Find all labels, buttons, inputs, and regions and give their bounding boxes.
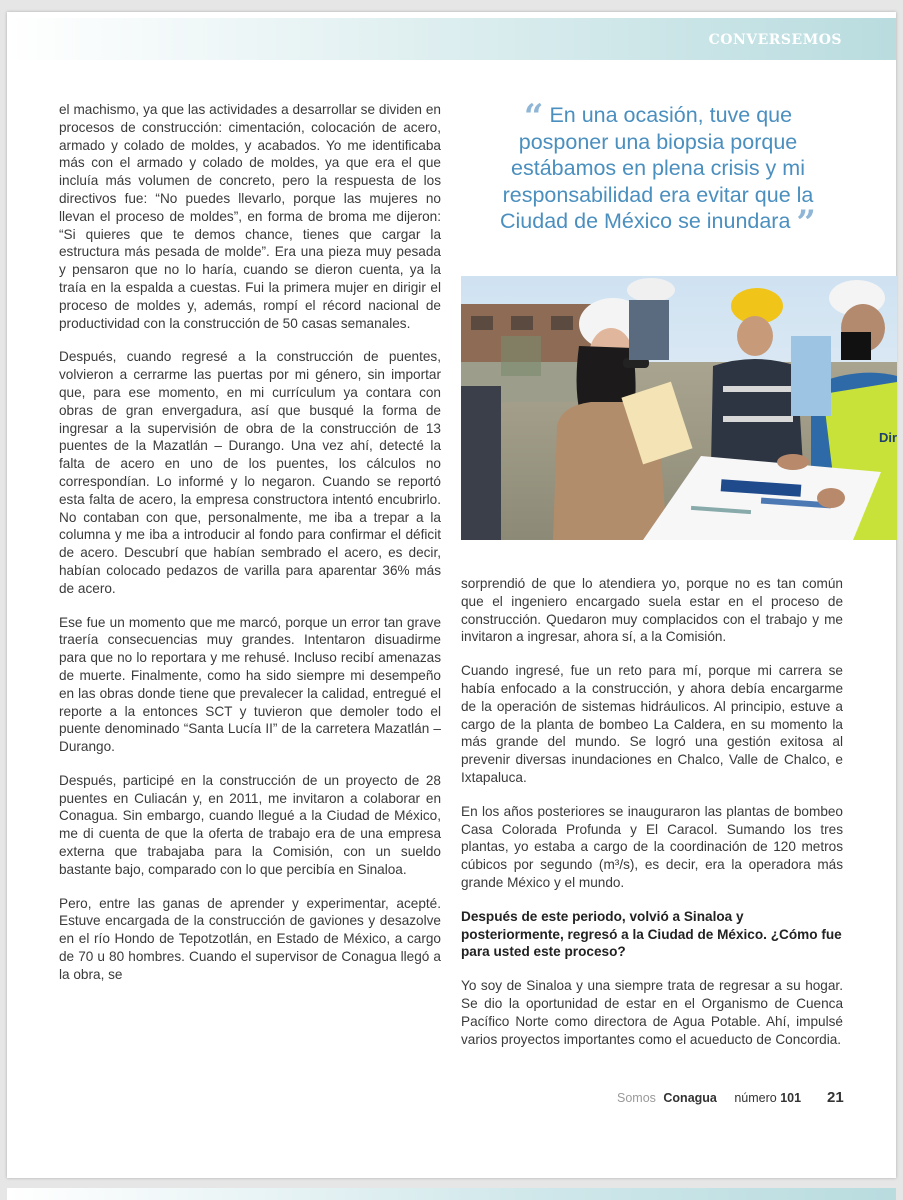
interview-answer: Yo soy de Sinaloa y una siempre trata de regresar a su hogar. Se dio la oportunidad de estar en el Organismo de Cuenca Pacífico Norte como directora de Agua Potable. Ahí, impulsé varios proyectos importantes como el acueducto de Concordia. [461,978,843,1047]
paragraph: En los años posteriores se inauguraron las plantas de bombeo Casa Colorada Profunda y El Caracol. Sumando los tres plantas, yo estaba a cargo de la coordinación de 120 metros cúbicos por segundo (m³/s), es decir, era la operadora más grande México y el mundo. [461,803,843,890]
pull-quote [489,97,827,243]
footer-somos: Somos [617,1091,656,1105]
paragraph: Cuando ingresé, fue un reto para mí, porque mi carrera se había enfocado a la construcción, y ahora debía encargarme de la operación de sistemas hidráulicos. Al principio, estuve a cargo de la planta de bombeo La Caldera, en su momento la más grande del mundo. Se logró una gestión exitosa al prevenir diversas inundaciones en Chalco, Valle de Chalco, e Ixtapaluca. [461,663,843,785]
paragraph: Después, cuando regresé a la construcción de puentes, volvieron a cerrarme las puertas por mi género, sin importar que, para ese momento, en mi currículum ya contara con obras de gran envergadura, así que busqué la forma de ingresar a la supervisión de obra de la construcción de 13 puentes de la Mazatlán – Durango. Una vez ahí, detecté la falta de acero en uno de los puentes, los cálculos no correspondían. Lo informé y lo negaron. Cuando se reportó esta falta de acero, la empresa constructora intentó encubrirlo. No contaban con que, personalmente, me iba a trepar a la columna y me iba a introducir al fondo para confirmar el déficit de acero. Descubrí que habían sembrado el acero, es decir, habían colocado pedazos de varilla para aparentar 36% más de acero. [59,349,441,596]
open-quote-icon: “ [523,97,544,137]
next-page-edge [7,1188,896,1200]
footer-magazine-name: Conagua [663,1091,717,1105]
construction-site-photo [461,276,897,540]
paragraph: Pero, entre las ganas de aprender y experimentar, acepté. Estuve encargada de la construcción de gaviones y desazolve en el río Hondo de Tepotzotlán, en Estado de México, a cargo de 70 u 80 hombres. Cuando el supervisor de Conagua llegó a la obra, se [59,895,441,982]
close-quote-icon: ” [796,203,816,243]
paragraph: Después, participé en la construcción de un proyecto de 28 puentes en Culiacán y, en 2011, me invitaron a colaborar en Conagua. Sin embargo, cuando llegué a la Ciudad de México, me di cuenta de que la oferta de trabajo era de una empresa externa que trabajaba para la Comisión, con un sueldo bastante bajo, comparado con lo que percibía en Sinaloa. [59,772,441,877]
page-footer [617,1091,801,1105]
article-photo [461,276,897,540]
page-number: 21 [827,1089,844,1106]
footer-issue-label: número [734,1091,777,1105]
left-column [59,101,441,1000]
paragraph: Ese fue un momento que me marcó, porque un error tan grave traería consecuencias muy grandes. Intentaron disuadirme para que no lo reportara y me rehusé. Incluso recibí amenazas de muerte. Finalmente, como ha sido siempre mi desempeño en las obras donde tiene que prevalecer la calidad, entregué el reporte a la entonces SCT y tuvieron que demoler todo el puente denominado “Santa Lucía II” de la carretera Mazatlán – Durango. [59,614,441,755]
photo-vest-text: Dir [879,430,897,445]
interview-question: Después de este periodo, volvió a Sinaloa y posteriormente, regresó a la Ciudad de México. ¿Cómo fue para usted este proceso? [461,908,842,960]
paragraph: sorprendió de que lo atendiera yo, porque no es tan común que el ingeniero encargado suela estar en el proceso de construcción. Quedaron muy complacidos con el trabajo y me invitaron a ingresar, ahora sí, a la Comisión. [461,576,843,645]
magazine-page [7,12,896,1178]
pull-quote-text: En una ocasión, tuve que posponer una biopsia porque estábamos en plena crisis y mi responsabilidad era evitar que la Ciudad de México se inundara [500,103,814,233]
paragraph: el machismo, ya que las actividades a desarrollar se dividen en procesos de construcción: cimentación, colocación de acero, armado y colado de moldes, y acabados. Yo me identificaba más con el armado y colado de moldes, ya que era el que incluía más volumen de concreto, pero la respuesta de los directivos fue: “No puedes llevarlo, porque las mujeres no llevan el proceso de moldes”, en forma de broma me dijeron: “Si quieres que te demos chance, tienes que cargar la estructura más pesada de molde”. Era una pieza muy pesada y pensaron que no lo haría, cuando se dieron cuenta, ya la traía en la espalda a cuestas. Fui la primera mujer en dirigir el proceso de moldes y, además, rompí el récord nacional de productividad con la construcción de 50 casas semanales. [59,102,441,331]
right-column [461,575,843,1064]
section-header-bar [7,18,896,60]
footer-issue-number: 101 [780,1091,802,1105]
section-label: CONVERSEMOS [708,32,842,48]
